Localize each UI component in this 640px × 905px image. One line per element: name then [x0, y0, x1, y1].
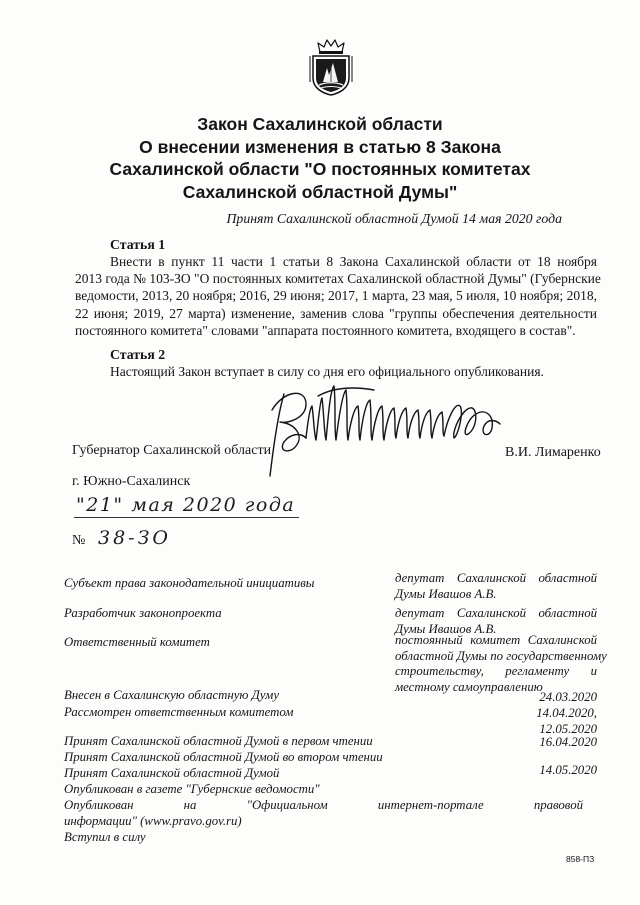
signing-city: г. Южно-Сахалинск — [72, 473, 191, 489]
article-1-text — [75, 253, 601, 339]
number-sign: № — [72, 532, 86, 548]
passport-date-adopted: 14.05.2020 — [539, 763, 597, 777]
passport-label-submitted: Внесен в Сахалинскую областную Думу — [64, 688, 279, 702]
governor-name: В.И. Лимаренко — [505, 444, 601, 460]
governor-position: Губернатор Сахалинской области — [72, 442, 272, 458]
document-code: 858-ПЗ — [566, 854, 595, 864]
passport-date-first-reading: 16.04.2020 — [539, 735, 597, 749]
title-line: Сахалинской областной Думы" — [182, 182, 458, 203]
law-title — [0, 113, 640, 204]
adoption-note: Принят Сахалинской областной Думой 14 мая 2020 года — [226, 210, 562, 226]
value-line: депутат Сахалинской областной — [395, 571, 597, 585]
law-number: 38-ЗО — [98, 527, 172, 549]
title-line: Закон Сахалинской области — [197, 114, 443, 134]
governor-signature — [262, 380, 502, 480]
passport-label-first-reading: Принят Сахалинской областной Думой в первом чтении — [64, 734, 373, 748]
text-line: 2013 года № 103-ЗО "О постоянных комитетах Сахалинской областной Думы" (Губернские — [75, 271, 601, 287]
label-line: Опубликован на "Официальном интернет-портале правовой — [64, 798, 583, 812]
passport-label-initiative: Субъект права законодательной инициативы — [64, 576, 315, 590]
value-line: Думы Ивашов А.В. — [395, 586, 497, 601]
passport-label-adopted: Принят Сахалинской областной Думой — [64, 766, 280, 780]
passport-label-developer: Разработчик законопроекта — [64, 606, 222, 620]
article-2-heading: Статья 2 — [110, 346, 166, 362]
passport-label-committee: Ответственный комитет — [64, 635, 210, 649]
title-line: О внесении изменения в статью 8 Закона — [139, 136, 501, 157]
label-line: информации" (www.pravo.gov.ru) — [64, 814, 242, 828]
article-1-heading: Статья 1 — [110, 236, 166, 252]
passport-value-initiative — [395, 571, 597, 602]
coat-of-arms-icon — [306, 38, 356, 96]
signing-date: "21" мая 2020 года — [74, 493, 299, 518]
passport-label-in-force: Вступил в силу — [64, 830, 146, 844]
value-line: постоянный комитет Сахалинской — [395, 633, 597, 647]
passport-date-submitted: 24.03.2020 — [539, 690, 597, 704]
value-line: Думы Ивашов А.В. — [395, 621, 497, 636]
value-line: областной Думы по государственному — [395, 648, 607, 663]
title-line: Сахалинской области "О постоянных комитетах — [109, 159, 531, 180]
passport-label-second-reading: Принят Сахалинской областной Думой во втором чтении — [64, 750, 383, 764]
passport-value-committee — [395, 633, 607, 695]
passport-label-published-newspaper: Опубликован в газете "Губернские ведомости" — [64, 782, 320, 796]
passport-date-reviewed: 14.04.2020, — [536, 706, 597, 720]
text-line: ведомости, 2013, 20 ноября; 2016, 29 июня; 2017, 1 марта, 23 мая, 5 июля, 10 ноября; 2018, — [75, 288, 597, 304]
text-line: Внести в пункт 11 части 1 статьи 8 Закона Сахалинской области от 18 ноября — [110, 254, 597, 269]
passport-label-reviewed: Рассмотрен ответственным комитетом — [64, 705, 294, 719]
article-2-text: Настоящий Закон вступает в силу со дня его официального опубликования. — [110, 363, 544, 379]
value-line: депутат Сахалинской областной — [395, 606, 597, 620]
value-line: строительству, регламенту и — [395, 664, 597, 678]
text-line: 22 июня; 2019, 27 марта) изменение, заменив слова "группы обеспечения деятельности — [75, 305, 597, 321]
passport-label-published-portal — [64, 797, 583, 829]
text-line: постоянного комитета" словами "аппарата постоянного комитета, входящего в состав". — [75, 322, 576, 338]
passport-date-reviewed: 12.05.2020 — [539, 721, 597, 736]
value-line: местному самоуправлению — [395, 679, 543, 694]
